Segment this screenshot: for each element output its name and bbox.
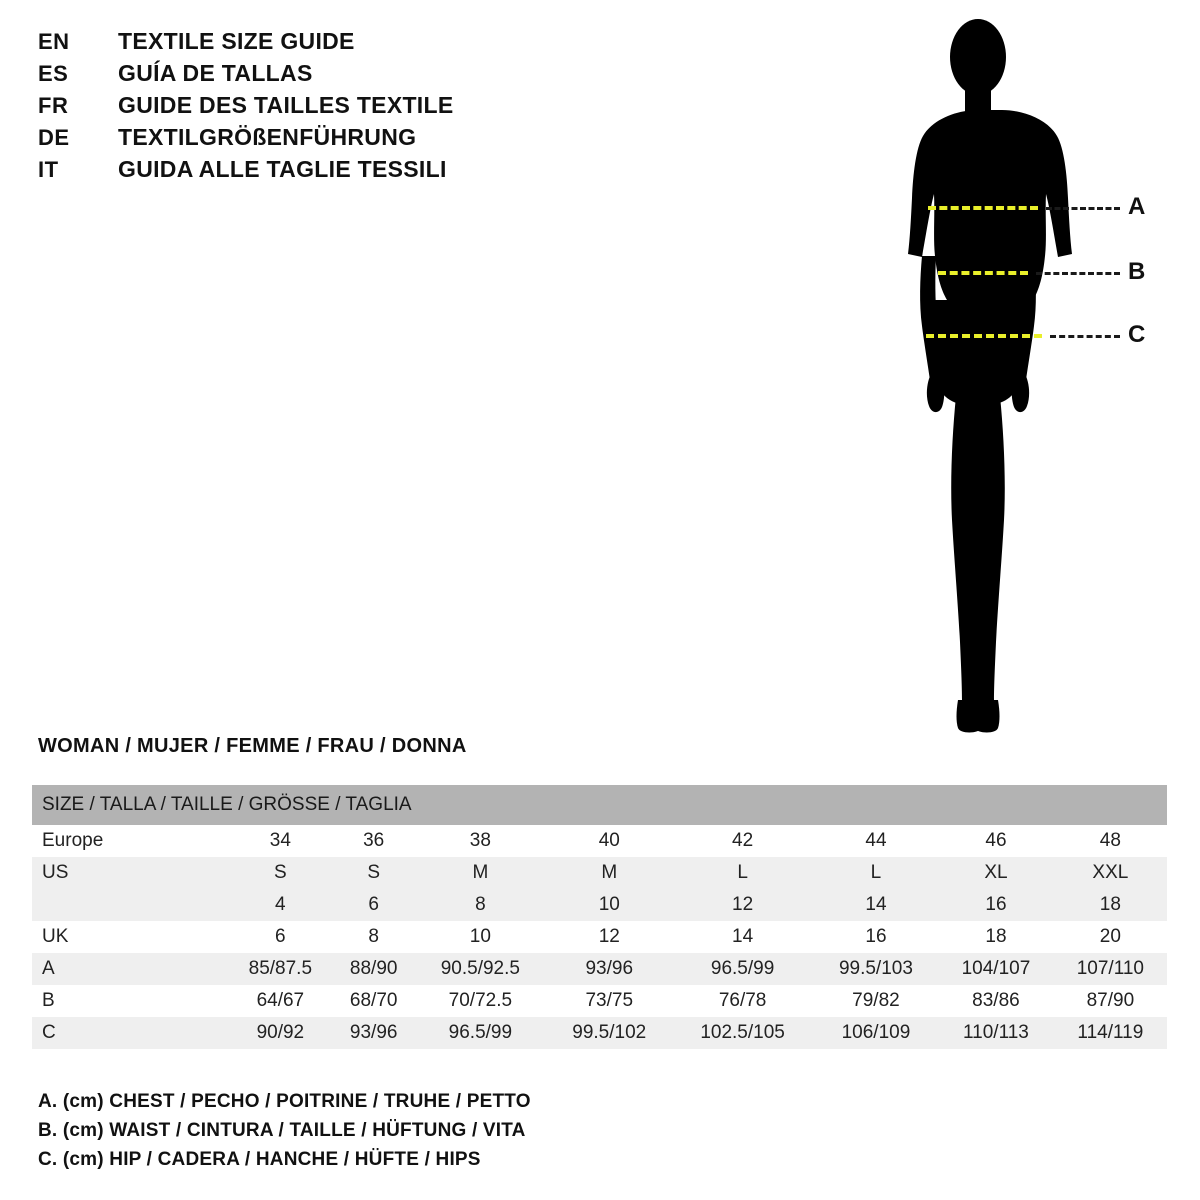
language-code-en: EN <box>38 29 70 54</box>
cell: 99.5/103 <box>814 953 938 985</box>
language-code-it: IT <box>38 157 59 182</box>
cell: 44 <box>814 825 938 857</box>
table-header-row <box>32 785 1167 825</box>
footnote-b: B. (cm) WAIST / CINTURA / TAILLE / HÜFTUNG / VITA <box>38 1120 526 1141</box>
chest-lead-line <box>1046 207 1120 210</box>
language-row-fr <box>38 92 558 124</box>
cell: 16 <box>938 889 1054 921</box>
cell: 96.5/99 <box>671 953 813 985</box>
measure-label-b: B <box>1128 258 1146 285</box>
language-code-de: DE <box>38 125 70 150</box>
table-row <box>32 1017 1167 1049</box>
cell: 83/86 <box>938 985 1054 1017</box>
table-row <box>32 825 1167 857</box>
cell: 64/67 <box>227 985 334 1017</box>
cell: 85/87.5 <box>227 953 334 985</box>
cell: 12 <box>671 889 813 921</box>
cell: 93/96 <box>334 1017 414 1049</box>
cell: 16 <box>814 921 938 953</box>
language-text-en: TEXTILE SIZE GUIDE <box>118 28 355 54</box>
size-table <box>32 785 1167 1049</box>
table-row <box>32 953 1167 985</box>
cell: 10 <box>414 921 547 953</box>
table-caption: WOMAN / MUJER / FEMME / FRAU / DONNA <box>38 735 467 757</box>
cell: 8 <box>334 921 414 953</box>
language-text-it: GUIDA ALLE TAGLIE TESSILI <box>118 156 447 182</box>
cell: S <box>334 857 414 889</box>
cell: 87/90 <box>1054 985 1167 1017</box>
table-header-label: SIZE / TALLA / TAILLE / GRÖSSE / TAGLIA <box>32 785 1167 825</box>
cell: M <box>547 857 671 889</box>
language-row-en <box>38 28 558 60</box>
cell: 96.5/99 <box>414 1017 547 1049</box>
cell: XL <box>938 857 1054 889</box>
cell: 70/72.5 <box>414 985 547 1017</box>
cell: 8 <box>414 889 547 921</box>
row-label-b: B <box>32 985 227 1017</box>
waist-lead-line <box>1036 272 1120 275</box>
cell: XXL <box>1054 857 1167 889</box>
cell: 18 <box>1054 889 1167 921</box>
cell: 110/113 <box>938 1017 1054 1049</box>
cell: 46 <box>938 825 1054 857</box>
hip-measure-line <box>926 334 1042 338</box>
cell: 99.5/102 <box>547 1017 671 1049</box>
cell: 76/78 <box>671 985 813 1017</box>
cell: 14 <box>814 889 938 921</box>
body-figure <box>860 10 1190 750</box>
row-label-c: C <box>32 1017 227 1049</box>
language-title-block <box>38 28 558 188</box>
language-row-it <box>38 156 558 188</box>
cell: 102.5/105 <box>671 1017 813 1049</box>
language-text-es: GUÍA DE TALLAS <box>118 60 313 86</box>
cell: 114/119 <box>1054 1017 1167 1049</box>
cell: M <box>414 857 547 889</box>
language-text-de: TEXTILGRÖßENFÜHRUNG <box>118 124 417 150</box>
chest-measure-line <box>928 206 1038 210</box>
cell: 68/70 <box>334 985 414 1017</box>
footnotes <box>38 1087 838 1174</box>
cell: 104/107 <box>938 953 1054 985</box>
cell: 34 <box>227 825 334 857</box>
cell: 4 <box>227 889 334 921</box>
female-silhouette-icon <box>860 10 1190 750</box>
footnote-c: C. (cm) HIP / CADERA / HANCHE / HÜFTE / HIPS <box>38 1149 481 1170</box>
language-row-de <box>38 124 558 156</box>
measure-label-c: C <box>1128 321 1146 348</box>
cell: 42 <box>671 825 813 857</box>
table-row <box>32 889 1167 921</box>
cell: L <box>814 857 938 889</box>
cell: 107/110 <box>1054 953 1167 985</box>
cell: 90.5/92.5 <box>414 953 547 985</box>
cell: 40 <box>547 825 671 857</box>
waist-measure-line <box>938 271 1028 275</box>
cell: 48 <box>1054 825 1167 857</box>
cell: 6 <box>334 889 414 921</box>
cell: 79/82 <box>814 985 938 1017</box>
cell: 6 <box>227 921 334 953</box>
row-label-uk: UK <box>32 921 227 953</box>
cell: 12 <box>547 921 671 953</box>
cell: 14 <box>671 921 813 953</box>
hip-lead-line <box>1050 335 1120 338</box>
cell: 88/90 <box>334 953 414 985</box>
table-row <box>32 921 1167 953</box>
cell: S <box>227 857 334 889</box>
language-code-es: ES <box>38 61 69 86</box>
language-code-fr: FR <box>38 93 69 118</box>
cell: L <box>671 857 813 889</box>
row-label-us-numeric <box>32 889 227 921</box>
measure-label-a: A <box>1128 193 1146 220</box>
cell: 10 <box>547 889 671 921</box>
row-label-a: A <box>32 953 227 985</box>
language-row-es <box>38 60 558 92</box>
cell: 106/109 <box>814 1017 938 1049</box>
row-label-europe: Europe <box>32 825 227 857</box>
table-row <box>32 985 1167 1017</box>
footnote-a: A. (cm) CHEST / PECHO / POITRINE / TRUHE / PETTO <box>38 1091 531 1112</box>
cell: 18 <box>938 921 1054 953</box>
cell: 93/96 <box>547 953 671 985</box>
cell: 90/92 <box>227 1017 334 1049</box>
row-label-us: US <box>32 857 227 889</box>
cell: 73/75 <box>547 985 671 1017</box>
cell: 36 <box>334 825 414 857</box>
cell: 20 <box>1054 921 1167 953</box>
language-text-fr: GUIDE DES TAILLES TEXTILE <box>118 92 454 118</box>
table-row <box>32 857 1167 889</box>
cell: 38 <box>414 825 547 857</box>
